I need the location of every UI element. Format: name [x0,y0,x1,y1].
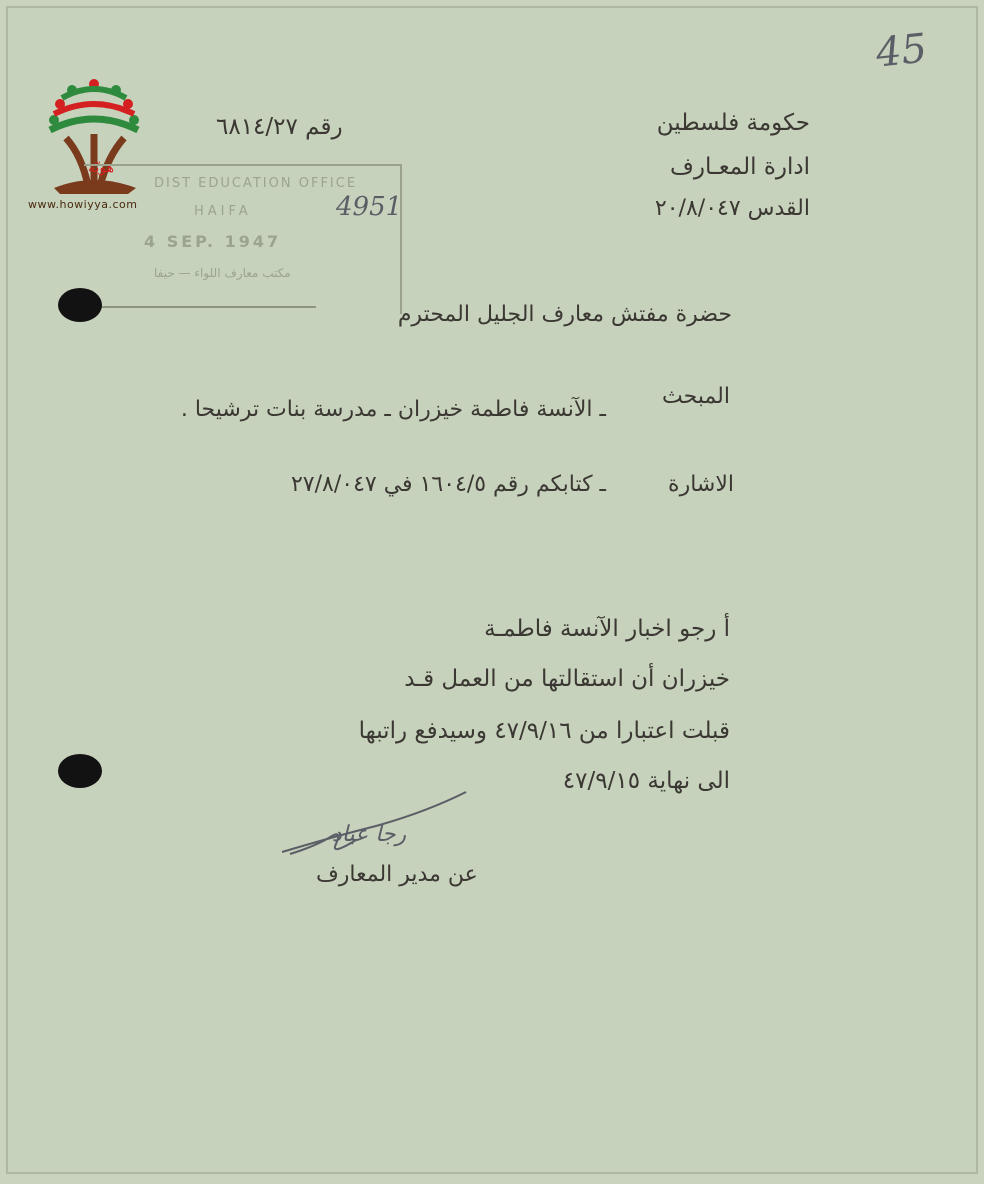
department-name: ادارة المعـارف [670,154,810,180]
subject-label: المبحث [662,384,730,409]
stamp-underline [86,306,316,308]
page-number: 45 [873,25,930,77]
signature-scribble [276,776,476,866]
subject-text: ـ الآنسة فاطمة خيزران ـ مدرسة بنات ترشيحا . [180,397,606,422]
body-line: أ رجو اخبار الآنسة فاطمـة [484,616,730,642]
body-line: خيزران أن استقالتها من العمل قـد [404,666,730,692]
body-line: قبلت اعتبارا من ٤٧/٩/١٦ وسيدفع راتبها [358,718,730,744]
stamp-office: DIST EDUCATION OFFICE [154,176,358,191]
document-page [6,6,978,1174]
signature-name: رجا عياد [332,822,407,847]
stamp-arabic: مكتب معارف اللواء — حيفا [154,266,291,280]
government-name: حكومة فلسطين [656,110,810,136]
stamp-date: 4 SEP. 1947 [144,232,282,251]
punch-hole-bottom [58,754,102,788]
stamp-city: HAIFA [194,204,252,219]
logo-url[interactable]: www.howiyya.com [28,198,138,211]
punch-hole-top [58,288,102,322]
signatory: عن مدير المعارف [316,862,478,887]
reference-number: رقم ٦٨١٤/٢٧ [216,114,343,140]
svg-text:هويّة: هويّة [88,160,115,176]
reference-label: الاشارة [668,472,734,497]
body-line: الى نهاية ٤٧/٩/١٥ [562,768,730,794]
salutation: حضرة مفتش معارف الجليل المحترم [397,302,732,327]
received-number: 4951 [336,192,403,222]
receipt-stamp [84,164,402,314]
city-date: القدس ٢٠/٨/٠٤٧ [654,196,810,221]
reference-text: ـ كتابكم رقم ١٦٠٤/٥ في ٢٧/٨/٠٤٧ [290,472,606,497]
